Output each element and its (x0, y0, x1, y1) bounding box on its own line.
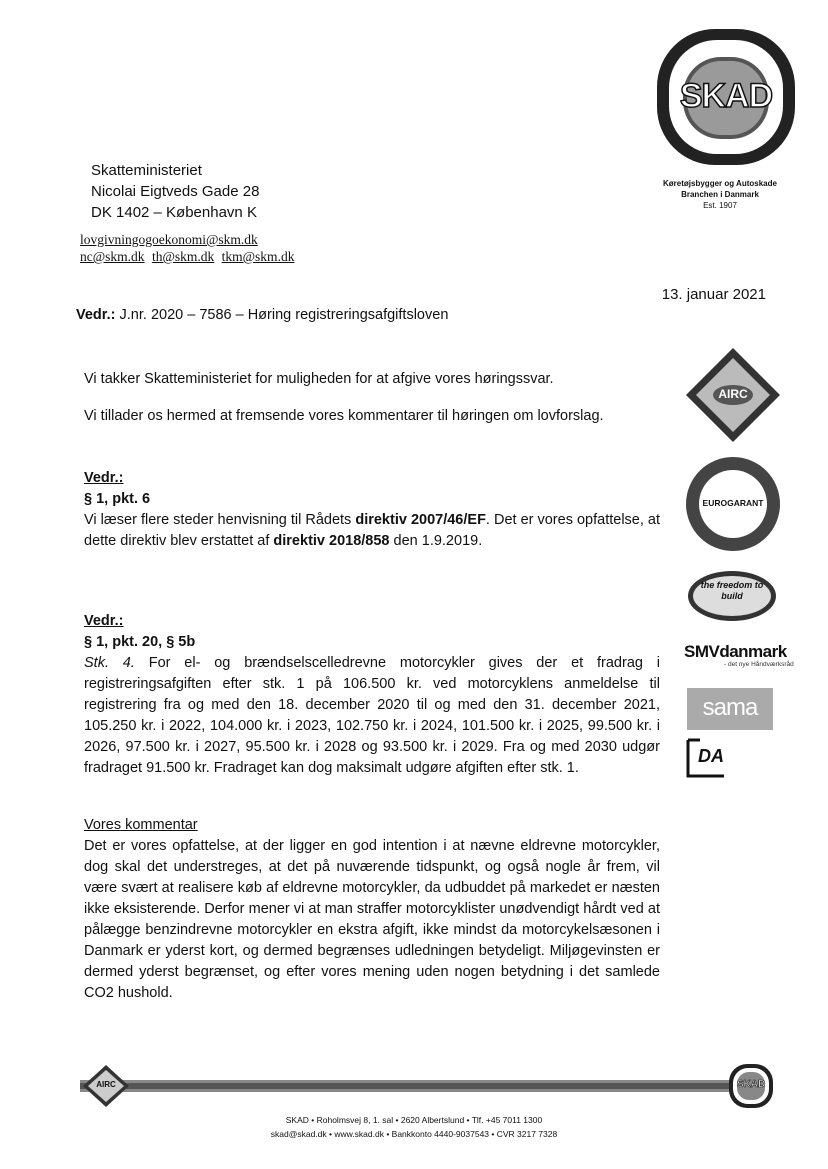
intro-paragraph: Vi takker Skatteministeriet for muligheden for at afgive vores høringssvar. (84, 371, 554, 387)
smvdanmark-tagline: - det nye Håndværksråd (724, 661, 794, 668)
text-run: den 1.9.2019. (389, 533, 483, 549)
section-2 (84, 611, 660, 779)
text-run: . Det er vores opfattelse, at dette direktiv blev erstattet af (84, 512, 661, 549)
eurogarant-logo (684, 455, 782, 553)
tagline-line: Est. 1907 (703, 201, 737, 210)
subject-line (76, 307, 448, 323)
comment-text: Det er vores opfattelse, at der ligger en god intention i at nævne eldrevne motorcykler, dog skal det understreges, at det på nuværende tidspunkt, og også nogle år frem, vil være svært at realisere køb af eldrevne motorcykler, da udbuddet på markedet er næsten ikke eksisterende. Derfor mener vi at man straffer motorcyklister unødvendigt hårdt ved at pålægge benzindrevne motorcykler en ekstra afgift, ikke mindst da motorcykelsæsonen i Danmark er yderst kort, og dermed begrænses udledningen betydeligt. Miljøgevinsten er dermed yderst begrænset, og efter vores mening uden nogen betydning i det samlede CO2 hushold. (84, 838, 660, 1001)
subject-text: J.nr. 2020 – 7586 – Høring registreringsafgiftsloven (115, 307, 449, 323)
footer-skad-text: SKAD (736, 1079, 766, 1090)
recipient-address (91, 160, 259, 223)
footer-band (80, 1071, 770, 1101)
recipient-city: DK 1402 – København K (91, 204, 257, 221)
email-link[interactable]: th@skm.dk (151, 249, 215, 264)
skad-logo-text: SKAD (679, 77, 773, 115)
eurogarant-logo-text: EUROGARANT (702, 498, 764, 508)
da-logo-text: DA (698, 746, 724, 766)
email-link[interactable]: nc@skm.dk (80, 249, 145, 264)
recipient-street: Nicolai Eigtveds Gade 28 (91, 183, 260, 200)
footer-address (0, 1113, 828, 1141)
email-link[interactable]: lovgivningogoekonomi@skm.dk (80, 232, 258, 247)
airc-logo-text: AIRC (718, 387, 748, 401)
footer-skad-logo (728, 1063, 774, 1109)
letter-date: 13. januar 2021 (661, 286, 766, 303)
sama-logo-text: sama (702, 694, 758, 721)
recipient-name: Skatteministeriet (91, 162, 202, 179)
intro-paragraph: Vi tillader os hermed at fremsende vores kommentarer til høringen om lovforslag. (84, 408, 604, 424)
section-text (84, 510, 660, 552)
freedom-logo-text: the freedom to build (700, 580, 764, 601)
text-run: Vi læser flere steder henvisning til Rådets (84, 512, 356, 528)
sama-logo (687, 688, 773, 730)
directive-ref: direktiv 2007/46/EF (355, 512, 486, 528)
footer-line: skad@skad.dk • www.skad.dk • Bankkonto 4440-9037543 • CVR 3217 7328 (270, 1129, 558, 1139)
company-tagline (640, 178, 800, 211)
section-1 (84, 468, 660, 552)
section-reference: § 1, pkt. 6 (84, 491, 151, 507)
comment-section (84, 815, 660, 1004)
smvdanmark-logo: SMVdanmark (684, 642, 787, 661)
subject-label: Vedr.: (76, 307, 116, 323)
skad-logo (655, 27, 797, 167)
tagline-line: Køretøjsbygger og Autoskade (663, 179, 777, 188)
comment-heading: Vores kommentar (84, 817, 198, 833)
footer-airc-logo (82, 1064, 130, 1108)
footer-line: SKAD • Roholmsvej 8, 1. sal • 2620 Albertslund • Tlf. +45 7011 1300 (285, 1115, 543, 1125)
email-link[interactable]: tkm@skm.dk (221, 249, 295, 264)
section-reference: § 1, pkt. 20, § 5b (84, 634, 196, 650)
airc-logo (684, 346, 782, 444)
directive-ref: direktiv 2018/858 (273, 533, 390, 549)
da-logo (686, 738, 726, 778)
text-run: For el- og brændselscelledrevne motorcykler gives der et fradrag i registreringsafgiften efter stk. 1 på 106.500 kr. ved motorcyklens anmeldelse til registrering fra og med den 18. december 2020 til og med den 31. december 2021, 105.250 kr. i 2022, 104.000 kr. i 2023, 102.750 kr. i 2024, 101.500 kr. i 2025, 99.500 kr. i 2026, 97.500 kr. i 2027, 95.500 kr. i 2028 og 93.500 kr. i 2029. Fra og med 2030 udgør fradraget 91.500 kr. Fradraget kan dog maksimalt udgøre afgiften efter stk. 1. (84, 655, 660, 776)
section-heading: Vedr.: (84, 613, 124, 629)
section-heading: Vedr.: (84, 470, 124, 486)
stk-label: Stk. 4. (84, 655, 135, 671)
freedom-to-build-logo (687, 570, 777, 622)
section-text (84, 653, 660, 779)
footer-airc-text: AIRC (96, 1080, 116, 1089)
tagline-line: Branchen i Danmark (681, 190, 759, 199)
recipient-emails (80, 231, 298, 265)
